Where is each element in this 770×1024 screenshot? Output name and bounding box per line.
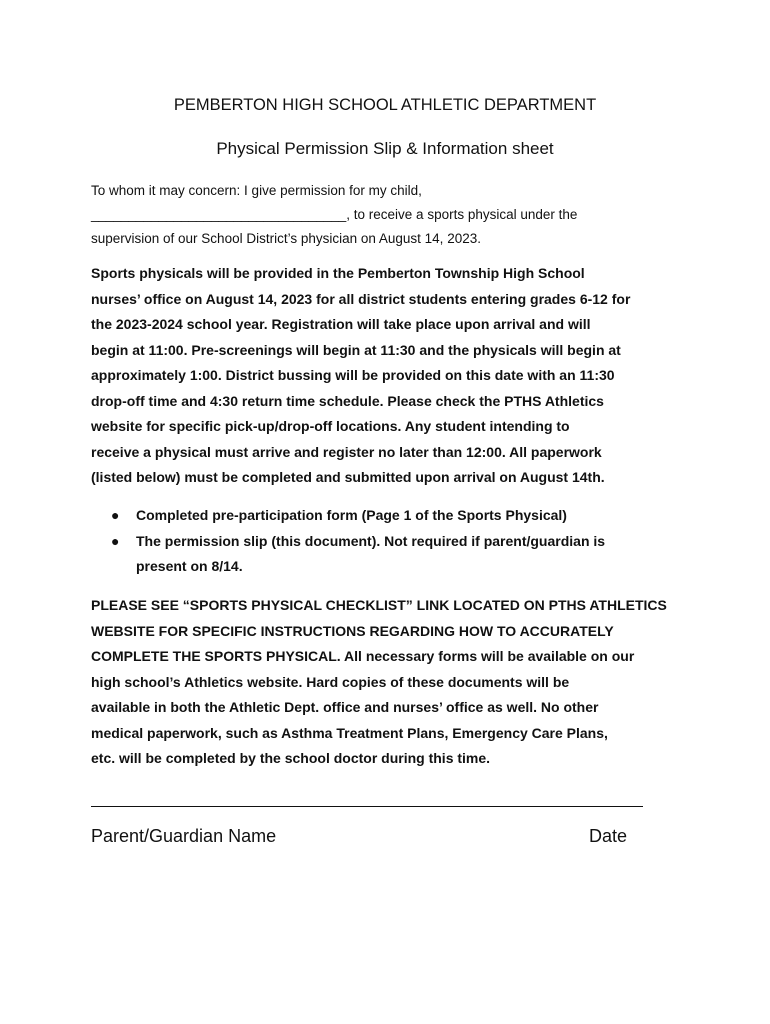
document-title: Physical Permission Slip & Information sheet <box>216 139 554 158</box>
intro-line: To whom it may concern: I give permission for my child, <box>91 183 422 198</box>
bullet-icon: ● <box>111 532 120 549</box>
permission-statement <box>91 179 691 251</box>
department-heading: PEMBERTON HIGH SCHOOL ATHLETIC DEPARTMENT <box>173 96 597 114</box>
notice-line: etc. will be completed by the school doctor during this time. <box>91 750 491 766</box>
details-line: the 2023-2024 school year. Registration will take place upon arrival and will <box>91 316 591 332</box>
details-line: drop-off time and 4:30 return time schedule. Please check the PTHS Athletics <box>91 392 604 409</box>
notice-line: available in both the Athletic Dept. office and nurses’ office as well. No other <box>91 699 599 715</box>
notice-line: medical paperwork, such as Asthma Treatment Plans, Emergency Care Plans, <box>91 724 608 741</box>
details-line: receive a physical must arrive and register no later than 12:00. All paperwork <box>91 443 602 460</box>
requirements-list <box>91 503 691 580</box>
date-label: Date <box>589 826 628 846</box>
notice-line: high school’s Athletics website. Hard copies of these documents will be <box>91 673 570 690</box>
list-item-text: present on 8/14. <box>136 558 243 574</box>
notice-line: PLEASE SEE “SPORTS PHYSICAL CHECKLIST” LINK LOCATED ON PTHS ATHLETICS <box>91 597 667 613</box>
list-item <box>91 503 691 529</box>
details-line: approximately 1:00. District bussing will be provided on this date with an 11:30 <box>91 367 615 383</box>
parent-guardian-name-label: Parent/Guardian Name <box>91 826 277 846</box>
intro-line: supervision of our School District’s physician on August 14, 2023. <box>91 231 481 246</box>
list-item-text: The permission slip (this document). Not required if parent/guardian is <box>136 532 606 549</box>
list-item <box>91 529 691 580</box>
intro-line-child-name-blank: __________________________________, to receive a sports physical under the <box>91 207 578 222</box>
checklist-notice-paragraph <box>91 593 691 772</box>
bullet-icon: ● <box>111 507 120 523</box>
notice-line: COMPLETE THE SPORTS PHYSICAL. All necessary forms will be available on our <box>91 648 635 664</box>
signature-line[interactable] <box>91 806 643 807</box>
list-item-text: Completed pre-participation form (Page 1 of the Sports Physical) <box>136 507 567 523</box>
details-line: begin at 11:00. Pre-screenings will begin at 11:30 and the physicals will begin at <box>91 341 621 358</box>
details-line: website for specific pick-up/drop-off locations. Any student intending to <box>91 418 570 434</box>
details-line: Sports physicals will be provided in the Pemberton Township High School <box>91 265 585 281</box>
details-line: nurses’ office on August 14, 2023 for all district students entering grades 6-12 for <box>91 290 631 307</box>
details-line: (listed below) must be completed and submitted upon arrival on August 14th. <box>91 469 605 485</box>
notice-line: WEBSITE FOR SPECIFIC INSTRUCTIONS REGARDING HOW TO ACCURATELY <box>91 622 614 639</box>
physical-details-paragraph <box>91 261 691 491</box>
